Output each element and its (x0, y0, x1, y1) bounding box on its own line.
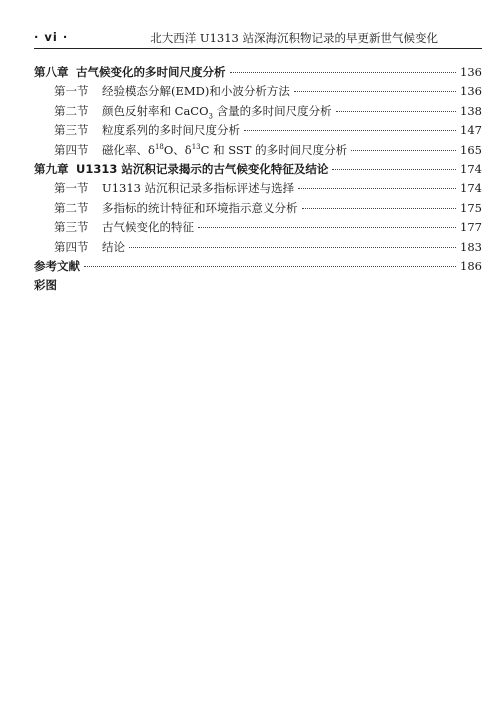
section-title: 多指标的统计特征和环境指示意义分析 (102, 200, 298, 215)
page-reference: 136 (460, 65, 482, 79)
section-title: 结论 (102, 239, 125, 254)
toc-references[interactable] (34, 258, 482, 277)
toc-section-9-1[interactable] (34, 180, 482, 199)
dot-leader (84, 266, 456, 267)
toc-section-8-3[interactable] (34, 122, 482, 141)
page-reference: 138 (460, 103, 482, 118)
dot-leader (302, 208, 457, 209)
dot-leader (230, 72, 457, 73)
page-reference: 174 (460, 161, 482, 176)
chapter-title: U1313 站沉积记录揭示的古气候变化特征及结论 (76, 161, 329, 176)
toc-section-9-3[interactable] (34, 219, 482, 238)
table-of-contents (34, 64, 482, 297)
dot-leader (129, 247, 456, 248)
chapter-title: 古气候变化的多时间尺度分析 (76, 65, 226, 79)
section-number: 第三节 (54, 220, 89, 235)
dot-leader (294, 91, 456, 92)
references-title: 参考文献 (34, 258, 80, 273)
page-reference: 186 (460, 258, 482, 273)
section-number: 第二节 (54, 103, 89, 118)
chapter-number: 第八章 (34, 65, 69, 79)
section-number: 第二节 (54, 200, 89, 215)
section-number: 第四节 (54, 239, 89, 254)
dot-leader (244, 130, 456, 131)
page-reference: 174 (460, 181, 482, 196)
section-title: 古气候变化的特征 (102, 220, 194, 235)
book-title: 北大西洋 U1313 站深海沉积物记录的早更新世气候变化 (150, 31, 438, 45)
section-number: 第四节 (54, 142, 89, 157)
page-reference: 136 (460, 84, 482, 99)
section-number: 第三节 (54, 123, 89, 138)
running-header (34, 22, 482, 49)
dot-leader (332, 169, 456, 170)
toc-section-8-4[interactable] (34, 142, 482, 161)
section-title: 颜色反射率和 CaCO$_3$ 含量的多时间尺度分析 (102, 103, 332, 121)
section-title: 经验模态分解(EMD)和小波分析方法 (102, 84, 290, 99)
toc-chapter-8[interactable] (34, 64, 482, 83)
toc-section-9-4[interactable] (34, 239, 482, 258)
dot-leader (298, 188, 456, 189)
page-reference: 175 (460, 200, 482, 215)
page-reference: 165 (460, 142, 482, 157)
toc-section-8-2[interactable] (34, 103, 482, 122)
section-title: 磁化率、$\delta^{18}O$、$\delta^{13}C$ 和 SST 的多时间尺度分析 (102, 142, 348, 157)
toc-section-9-2[interactable] (34, 200, 482, 219)
page-reference: 177 (460, 220, 482, 235)
section-title: U1313 站沉积记录多指标评述与选择 (102, 181, 295, 196)
plates-title: 彩图 (34, 278, 57, 293)
toc-section-8-1[interactable] (34, 83, 482, 102)
dot-leader (198, 227, 456, 228)
toc-plates[interactable] (34, 277, 482, 296)
dot-leader (351, 150, 456, 151)
section-number: 第一节 (54, 84, 89, 99)
page-reference: 183 (460, 239, 482, 254)
section-number: 第一节 (54, 181, 89, 196)
chapter-number: 第九章 (34, 161, 69, 176)
page-number: · vi · (34, 30, 69, 44)
section-title: 粒度系列的多时间尺度分析 (102, 123, 240, 138)
page-reference: 147 (460, 123, 482, 138)
toc-chapter-9[interactable] (34, 161, 482, 180)
dot-leader (336, 111, 456, 112)
